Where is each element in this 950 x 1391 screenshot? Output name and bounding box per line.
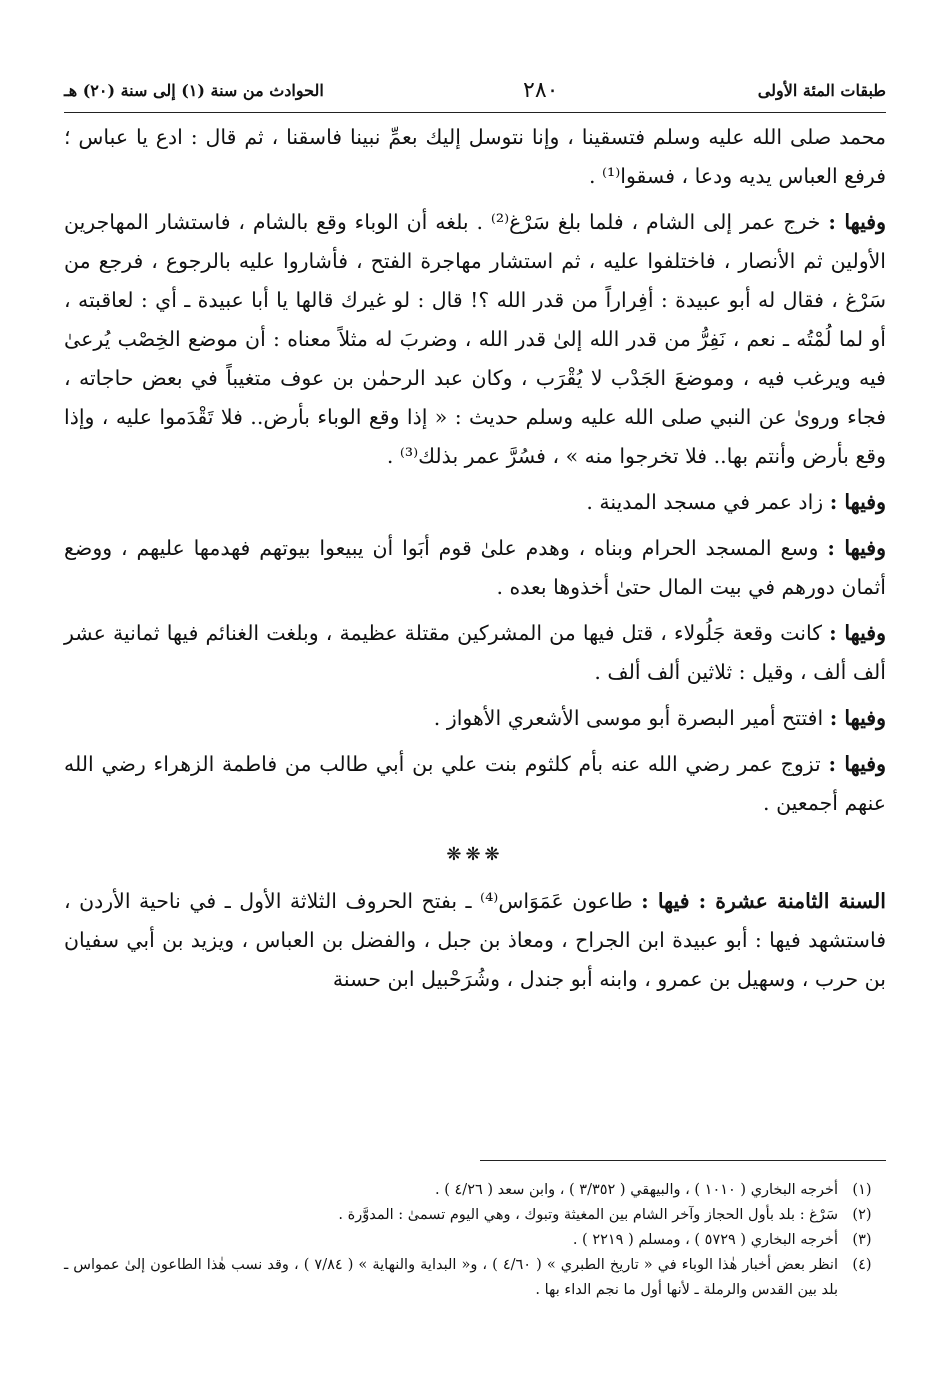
paragraph-label: وفيها : — [829, 490, 886, 514]
footnote-text: أخرجه البخاري ( ٥٧٢٩ ) ، ومسلم ( ٢٢١٩ ) . — [572, 1232, 838, 1248]
paragraph — [64, 118, 886, 196]
paragraph — [64, 699, 886, 738]
paragraph — [64, 614, 886, 692]
paragraph-text: افتتح أمير البصرة أبو موسى الأشعري الأهواز . — [433, 706, 824, 730]
footnote-rule — [480, 1160, 886, 1161]
section-separator: ❋❋❋ — [446, 844, 504, 865]
header-rule — [64, 112, 886, 113]
footnote-text: أخرجه البخاري ( ١٠١٠ ) ، والبيهقي ( ٣/٣٥٢ ) ، وابن سعد ( ٤/٢٦ ) . — [435, 1182, 838, 1198]
footnote-number: (٣) — [852, 1232, 872, 1248]
paragraph-text: كانت وقعة جَلُولاء ، قتل فيها من المشركين مقتلة عظيمة ، وبلغت الغنائم فيها ثمانية عشر ألف ألف ، وقيل : ثلاثين ألف ألف . — [64, 621, 886, 684]
page-header — [64, 70, 886, 110]
footnote — [64, 1228, 886, 1253]
paragraph-label: وفيها : — [829, 621, 886, 645]
paragraph-text: تزوج عمر رضي الله عنه بأم كلثوم بنت علي بن أبي طالب من فاطمة الزهراء رضي الله عنهم أجمعين . — [64, 752, 886, 815]
paragraph — [64, 203, 886, 476]
paragraph-text: وسع المسجد الحرام وبناه ، وهدم علىٰ قوم أبَوا أن يبيعوا بيوتهم فهدمها عليهم ، ووضع أثمان دورهم في بيت المال حتىٰ أخذوها بعده . — [64, 536, 886, 599]
year-paragraph — [64, 882, 886, 999]
footnote-text: سَرْغ : بلد بأول الحجاز وآخر الشام بين المغيثة وتبوك ، وهي اليوم تسمىٰ : المدوَّرة . — [338, 1207, 838, 1223]
paragraph-label: وفيها : — [827, 536, 886, 560]
footnote-number: (٤) — [852, 1257, 872, 1273]
main-text — [64, 118, 886, 1006]
page-number: ٢٨٠ — [523, 77, 559, 103]
section-title: الحوادث من سنة (١) إلى سنة (٢٠) هـ — [64, 80, 324, 100]
year-heading: السنة الثامنة عشرة : فيها : — [641, 889, 886, 913]
footnotes — [64, 1178, 886, 1303]
paragraph — [64, 745, 886, 823]
footnote-number: (١) — [852, 1182, 872, 1198]
paragraph-label: وفيها : — [828, 210, 886, 234]
footnote — [64, 1253, 886, 1303]
footnote-text: انظر بعض أخبار هٰذا الوباء في « تاريخ الطبري » ( ٤/٦٠ ) ، و« البداية والنهاية » ( ٧/٨٤ ) ، وقد نسب هٰذا الطاعون إلىٰ عمواس ـ بلد بين القدس والرملة ـ لأنها أول ما نجم الداء بها . — [64, 1257, 838, 1298]
paragraph-text: طاعون عَمَوَاس⁽⁴⁾ ـ بفتح الحروف الثلاثة الأول ـ في ناحية الأردن ، فاستشهد فيها : أبو عبيدة ابن الجراح ، ومعاذ بن جبل ، والفضل بن العباس ، ويزيد بن أبي سفيان بن حرب ، وسهيل بن عمرو ، وابنه أبو جندل ، وشُرَحْبيل ابن حسنة — [64, 889, 886, 991]
paragraph-text: زاد عمر في مسجد المدينة . — [586, 490, 824, 514]
paragraph — [64, 529, 886, 607]
book-title: طبقات المئة الأولى — [757, 80, 886, 100]
paragraph — [64, 483, 886, 522]
paragraph-label: وفيها : — [828, 752, 886, 776]
footnote — [64, 1203, 886, 1228]
paragraph-text: محمد صلى الله عليه وسلم فتسقينا ، وإنا نتوسل إليك بعمِّ نبينا فاسقنا ، ثم قال : ادع يا عباس ؛ فرفع العباس يديه ودعا ، فسقوا⁽¹⁾ . — [64, 125, 886, 188]
paragraph-text: خرج عمر إلى الشام ، فلما بلغ سَرْغ⁽²⁾ . بلغه أن الوباء وقع بالشام ، فاستشار المهاجرين الأولين ثم الأنصار ، فاختلفوا عليه ، ثم استشار مهاجرة الفتح ، فأشاروا عليه بالرجوع ، فرجع من سَرْغ ، فقال له أبو عبيدة : أفِراراً من قدر الله ؟! قال : لو غيرك قالها يا أبا عبيدة ـ أي : لعاقبته ، أو لما لُمْتُه ـ نعم ، نَفِرُّ من قدر الله إلىٰ قدر الله ، وضربَ له مثلاً معناه : أن موضع الخِصْب يُرعىٰ فيه ويرغب فيه ، وموضعَ الجَدْب لا يُقْرَب ، وكان عبد الرحمٰن بن عوف متغيباً في بعض حاجاته ، فجاء وروىٰ عن النبي صلى الله عليه وسلم حديث : « إذا وقع الوباء بأرض.. فلا تَقْدَموا عليه ، وإذا وقع بأرض وأنتم بها.. فلا تخرجوا منه » ، فسُرَّ عمر بذلك⁽³⁾ . — [64, 210, 886, 468]
footnote-number: (٢) — [852, 1207, 872, 1223]
footnote — [64, 1178, 886, 1203]
paragraph-label: وفيها : — [829, 706, 886, 730]
